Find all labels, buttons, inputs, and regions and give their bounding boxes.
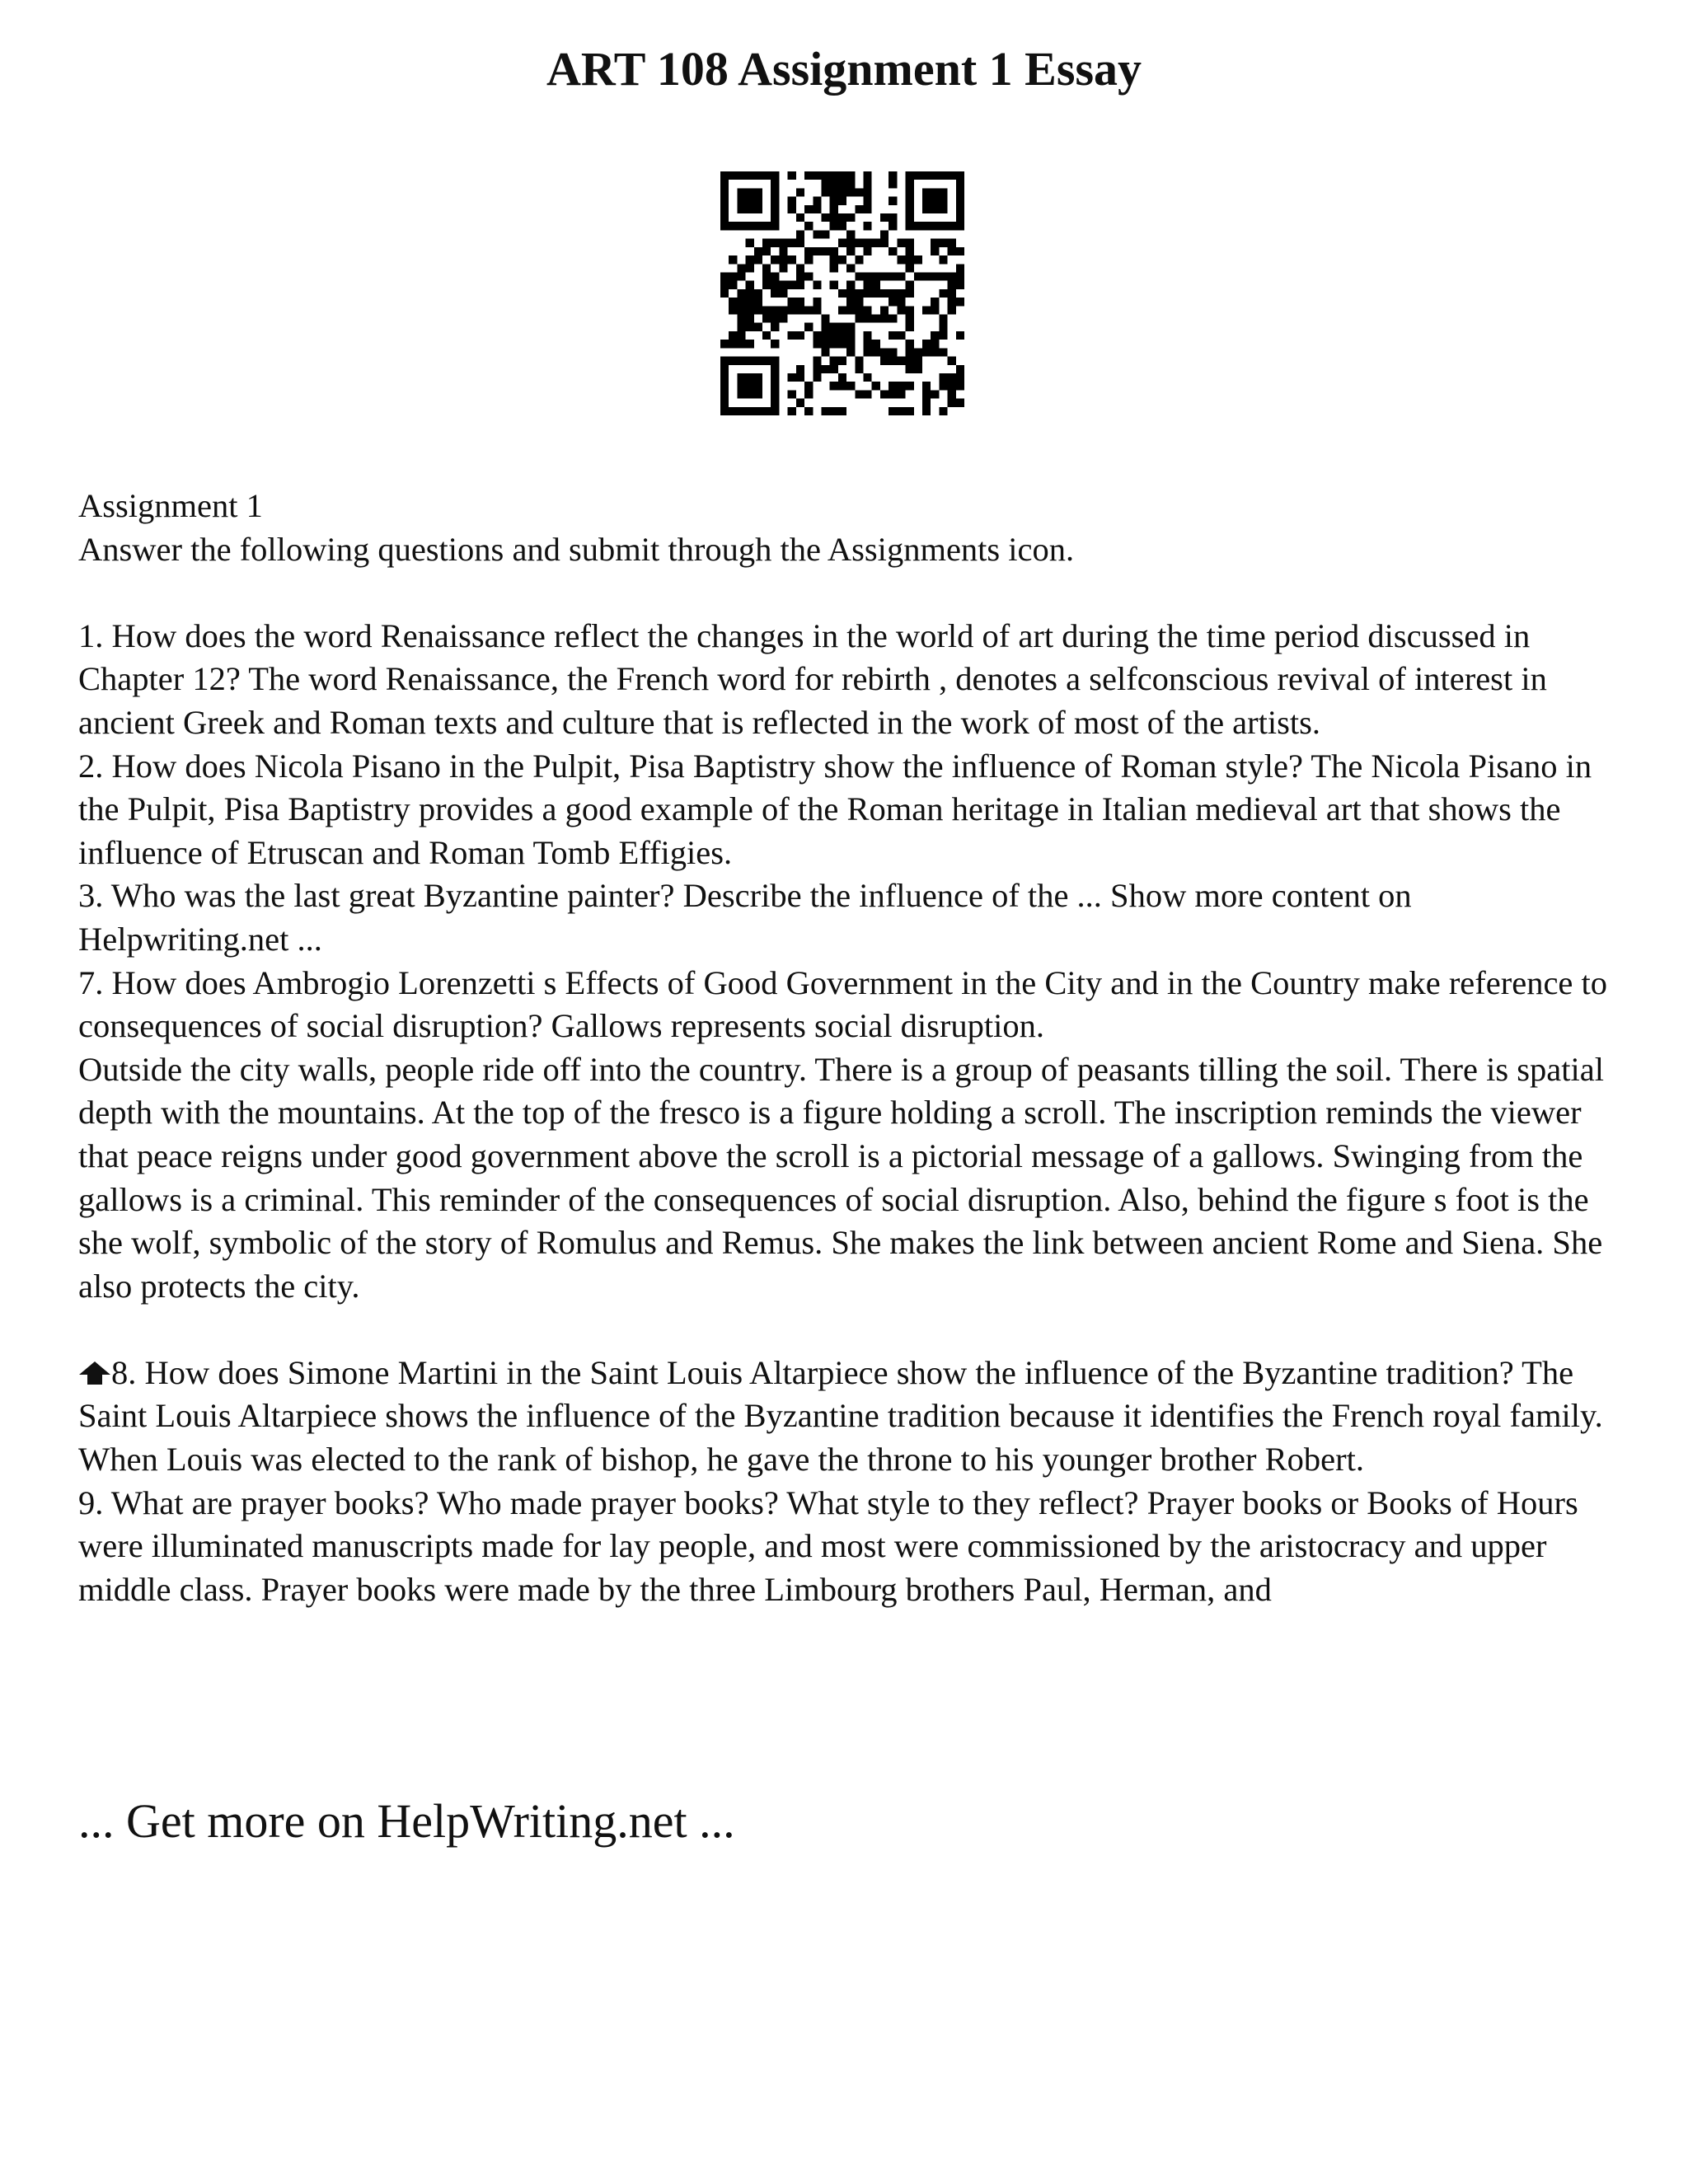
paragraph-spacer (78, 571, 1628, 615)
qr-code-image (720, 171, 964, 415)
question-3: 3. Who was the last great Byzantine painter? Describe the influence of the ... Show more content on Helpwriting.net ... (78, 877, 1412, 958)
paragraph-spacer (78, 1308, 1628, 1352)
assignment-heading: Assignment 1 (78, 487, 263, 524)
question-1: 1. How does the word Renaissance reflect the changes in the world of art during the time period discussed in Chapter 12? The word Renaissance, the French word for rebirth , denotes a selfconscious revival of interest in ancient Greek and Roman texts and culture that is reflected in the work of most of the artists. (78, 616, 1547, 741)
question-9: 9. What are prayer books? Who made prayer books? What style to they reflect? Prayer books or Books of Hours were illuminated manuscripts made for lay people, and most were commissioned by the aristocracy and upper middle class. Prayer books were made by the three Limbourg brothers Paul, Herman, and (78, 1483, 1578, 1608)
assignment-instructions: Answer the following questions and submit through the Assignments icon. (78, 530, 1075, 568)
question-8-paragraph (78, 1352, 1628, 1482)
page-title: ART 108 Assignment 1 Essay (546, 42, 1142, 96)
question-7-continued: Outside the city walls, people ride off into the country. There is a group of peasants tilling the soil. There is spatial depth with the mountains. At the top of the fresco is a figure holding a scroll. The inscription reminds the viewer that peace reigns under good government above the scroll is a pictorial message of a gallows. Swinging from the gallows is a criminal. This reminder of the consequences of social disruption. Also, behind the figure s foot is the she wolf, symbolic of the story of Romulus and Remus. She makes the link between ancient Rome and Siena. She also protects the city. (78, 1050, 1604, 1305)
up-arrow-icon (78, 1361, 111, 1385)
question-2: 2. How does Nicola Pisano in the Pulpit, Pisa Baptistry show the influence of Roman style? The Nicola Pisano in the Pulpit, Pisa Baptistry provides a good example of the Roman heritage in Italian medieval art that shows the influence of Etruscan and Roman Tomb Effigies. (78, 747, 1592, 871)
assignment-body (78, 485, 1628, 1611)
question-8: 8. How does Simone Martini in the Saint Louis Altarpiece show the influence of the Byzantine tradition? The Saint Louis Altarpiece shows the influence of the Byzantine tradition because it identifies the French royal family. When Louis was elected to the rank of bishop, he gave the throne to his younger brother Robert. (78, 1353, 1603, 1479)
question-7: 7. How does Ambrogio Lorenzetti s Effects of Good Government in the City and in the Country make reference to consequences of social disruption? Gallows represents social disruption. (78, 963, 1608, 1045)
footer-link-text[interactable]: ... Get more on HelpWriting.net ... (78, 1794, 735, 1848)
